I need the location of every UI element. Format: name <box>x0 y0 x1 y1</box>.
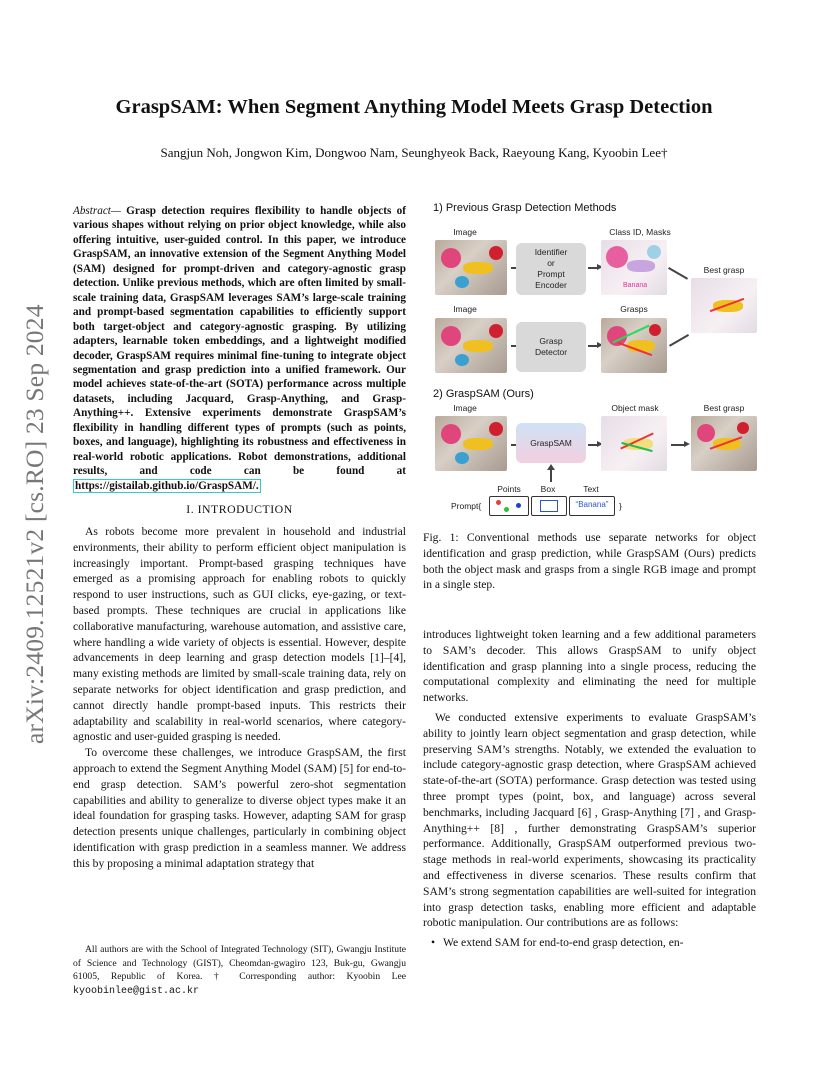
prompt-text-box <box>569 496 615 516</box>
identifier-box: Identifier or Prompt Encoder <box>516 243 586 295</box>
prompt-box-box <box>531 496 567 516</box>
paper-title: GraspSAM: When Segment Anything Model Meets Grasp Detection <box>115 96 713 118</box>
grasp-detector-box: Grasp Detector <box>516 322 586 372</box>
input-image-row1 <box>435 240 507 295</box>
input-image-ours <box>435 416 507 471</box>
label-classid: Class ID, Masks <box>609 227 671 237</box>
banana-tag: Banana <box>623 282 648 289</box>
right-column-body <box>423 627 756 951</box>
section-heading-introduction: I. INTRODUCTION <box>186 502 293 516</box>
footnote-text: All authors are with the School of Integrated Technology (SIT), Gwangju Institute of Science and Technology (GIST), Cheomdan-gwagiro 123, Buk-gu, Gwangju 61005, Republic of Korea. † Corresponding author: Kyoobin Lee <box>73 944 406 982</box>
right-paragraph-2: We conducted extensive experiments to evaluate GraspSAM’s ability to jointly learn object segmentation and grasp detection, while preserving SAM’s strengths. Notably, we extended the evaluation to include category-agnostic grasp detection, where GraspSAM achieved state-of-the-art (SOTA) performance. Grasp detection was tested using three prompt types (point, box, and language) across several benchmarks, including Jacquard [6] , Grasp-Anything [7] , and Grasp-Anything++ [8] , further demonstrating GraspSAM’s superior performance. Additionally, GraspSAM outperformed previous two-stage methods in real-world experiments, showcasing its practicality and effectiveness in diverse scenarios. These results confirm that SAM’s strong segmentation capabilities are well-suited for integration into grasp detection tasks, enabling more efficient and adaptable robotic manipulation. Our contributions are as follows: <box>423 710 756 930</box>
intro-paragraph-1: As robots become more prevalent in household and industrial environments, their ability to perform efficient object manipulation is increasingly important. Prompt-based grasping techniques have emerged as a promising approach for enabling robots to quickly respond to user instructions, such as GUI clicks, eye-gazing, or text-based prompts. These techniques are crucial in applications like collaborative manufacturing, warehouse automation, and assistive care, where handling a wide variety of objects is essential. However, despite advancements in deep learning and grasp detection models [1]–[4], many existing methods are limited by small-scale training data, rely on separate networks for object identification and grasp prediction, and cannot directly handle prompt-based inputs. This restricts their adaptability and scalability in real-world scenarios, where category-agnostic and user-guided grasping is needed. <box>73 525 406 744</box>
footnote <box>73 943 406 998</box>
input-image-row2 <box>435 318 507 373</box>
abstract-label: Abstract— <box>73 205 121 217</box>
prompt-points-box <box>489 496 529 516</box>
author-list: Sangjun Noh, Jongwon Kim, Dongwoo Nam, Seunghyeok Back, Raeyoung Kang, Kyoobin Lee† <box>160 145 668 160</box>
prompt-close: } <box>619 501 622 511</box>
graspsam-box: GraspSAM <box>516 423 586 463</box>
label-image-row2: Image <box>453 304 477 314</box>
figure-1 <box>423 198 763 516</box>
figure-header-ours: 2) GraspSAM (Ours) <box>433 388 534 400</box>
bullet-text: We extend SAM for end-to-end grasp detection, en- <box>443 936 684 950</box>
label-best-grasp-prev: Best grasp <box>703 265 745 275</box>
abstract <box>73 204 406 493</box>
footnote-email: kyoobinlee@gist.ac.kr <box>73 985 200 997</box>
prompt-label: Prompt{ <box>451 501 482 511</box>
project-link[interactable]: https://gistailab.github.io/GraspSAM/. <box>75 479 259 492</box>
figure-header-previous: 1) Previous Grasp Detection Methods <box>433 202 617 214</box>
intro-paragraph-2: To overcome these challenges, we introduce GraspSAM, the first approach to extend the Segment Anything Model (SAM) [5] for end-to-end grasp detection. SAM’s powerful zero-shot segmentation capabilities and ability to generalize to diverse object types make it an ideal foundation for grasping tasks. However, adapting SAM for grasp detection presents unique challenges, particularly in combining object identification with grasp prediction in a seamless manner. We address this by proposing a minimal adaptation strategy that <box>73 746 406 870</box>
best-grasp-image-ours <box>691 416 757 471</box>
label-points: Points <box>497 484 521 494</box>
right-paragraph-1: introduces lightweight token learning and a few additional parameters to SAM’s decoder. This allows GraspSAM to unify object identification and grasp planning into a single process, reducing the computational complexity and eliminating the need for multiple networks. <box>423 628 756 705</box>
abstract-text: Grasp detection requires flexibility to handle objects of various shapes without relying on prior object knowledge, while also offering intuitive, user-guided control. In this paper, we introduce GraspSAM, an innovative extension of the Segment Anything Model (SAM) designed for prompt-driven and category-agnostic grasp detection. Unlike previous methods, which are often limited by small-scale training data, GraspSAM leverages SAM’s large-scale training and prompt-based segmentation capabilities to efficiently support both target-object and category-agnostic grasping. By utilizing adapters, learnable token embeddings, and a lightweight modified decoder, GraspSAM requires minimal fine-tuning to integrate object segmentation and grasp prediction into a unified framework. Our model achieves state-of-the-art (SOTA) performance across multiple datasets, including Jacquard, Grasp-Anything, and Grasp-Anything++. Extensive experiments demonstrate GraspSAM’s flexibility in handling different types of prompts (such as points, boxes, and language), highlighting its robustness and effectiveness in real-world robotic applications. Robot demonstrations, additional results, and code can be found at <box>73 205 406 478</box>
prompt-text-value: “Banana” <box>575 500 609 509</box>
arxiv-watermark: arXiv:2409.12521v2 [cs.RO] 23 Sep 2024 <box>20 304 49 744</box>
grasps-image-row2 <box>601 318 667 373</box>
label-grasps: Grasps <box>620 304 648 314</box>
label-image-row1: Image <box>453 227 477 237</box>
bullet-dot: • <box>430 936 436 950</box>
best-grasp-image-prev <box>691 278 757 333</box>
object-mask-image <box>601 416 667 471</box>
figure-caption: Fig. 1: Conventional methods use separate networks for object identification and grasp prediction, while GraspSAM (Ours) predicts both the object mask and grasps from a single RGB image and prompt in a single step. <box>423 531 756 592</box>
introduction-body <box>73 524 406 872</box>
label-box: Box <box>540 484 556 494</box>
label-best-grasp-ours: Best grasp <box>703 403 745 413</box>
contribution-bullet <box>423 935 756 951</box>
label-object-mask: Object mask <box>611 403 659 413</box>
label-text: Text <box>583 484 599 494</box>
mask-image-row1 <box>601 240 667 295</box>
label-image-ours: Image <box>453 403 477 413</box>
